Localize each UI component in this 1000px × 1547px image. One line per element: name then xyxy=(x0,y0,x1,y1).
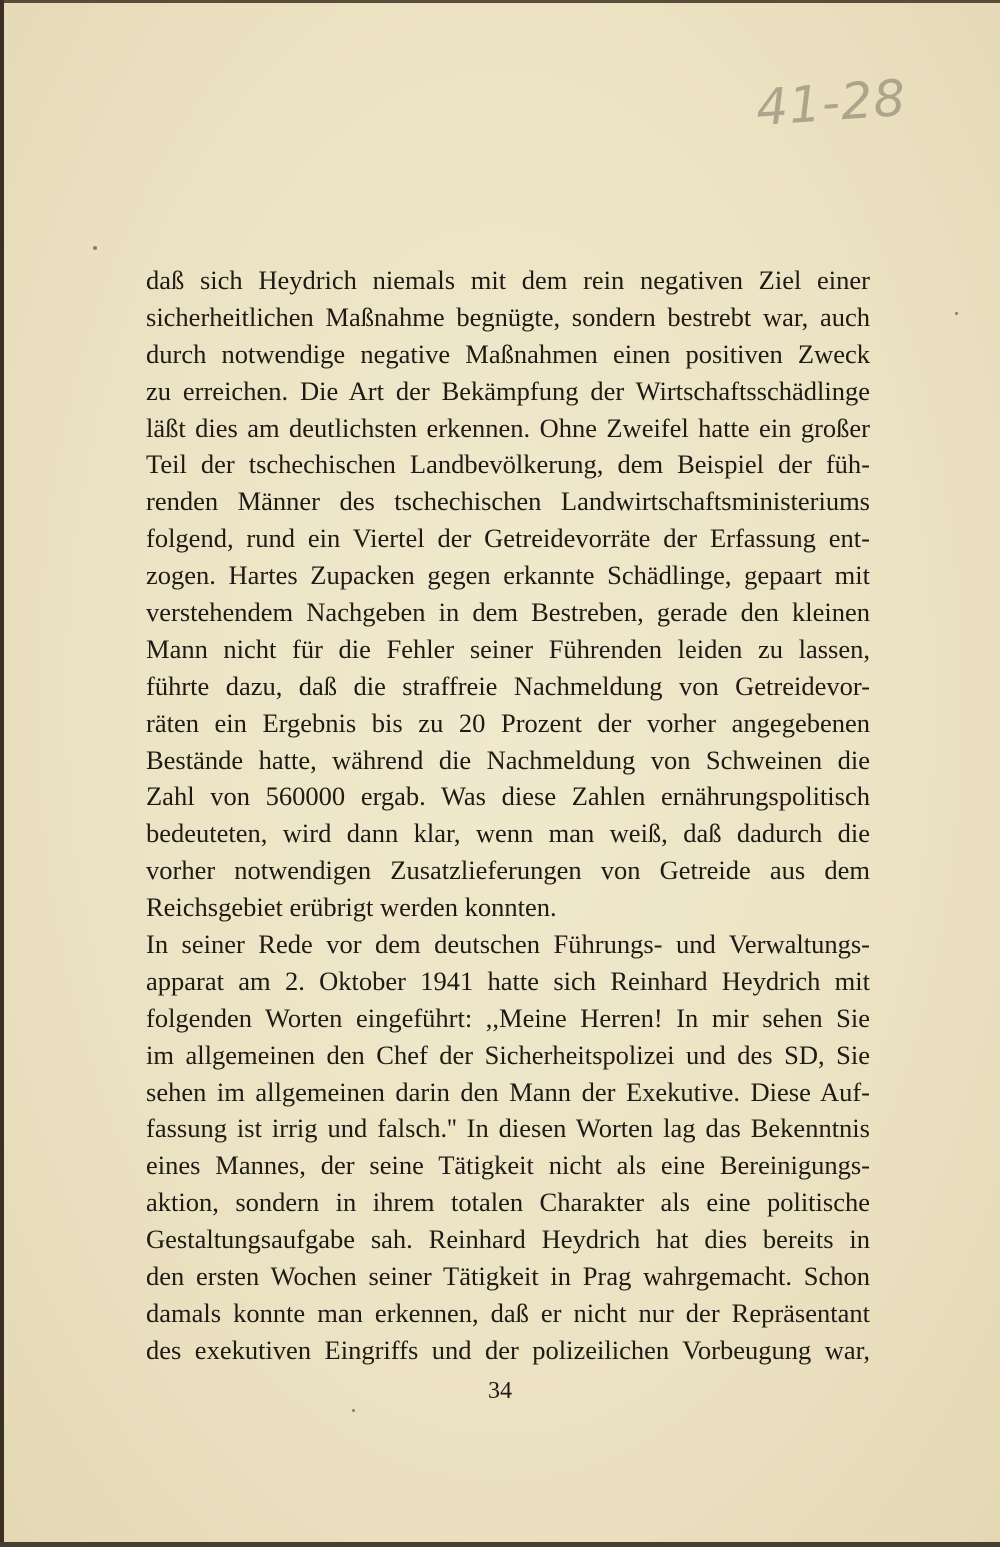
body-text xyxy=(146,262,870,1369)
page-number: 34 xyxy=(488,1378,512,1404)
text-line: aktion, sondern in ihrem totalen Charakter als eine politische xyxy=(146,1187,870,1218)
text-line: damals konnte man erkennen, daß er nicht nur der Repräsentant xyxy=(146,1297,870,1328)
scan-edge-bottom xyxy=(0,1542,1000,1547)
text-line: läßt dies am deutlichsten erkennen. Ohne Zweifel hatte ein großer xyxy=(146,412,870,443)
text-line: den ersten Wochen seiner Tätigkeit in Prag wahrgemacht. Schon xyxy=(146,1261,870,1292)
scan-edge-left xyxy=(0,0,4,1547)
text-line: vorher notwendigen Zusatzlieferungen von Getreide aus dem xyxy=(146,855,870,886)
text-line: sicherheitlichen Maßnahme begnügte, sondern bestrebt war, auch xyxy=(146,301,870,332)
text-line: Mann nicht für die Fehler seiner Führenden leiden zu lassen, xyxy=(146,633,870,664)
text-line: Teil der tschechischen Landbevölkerung, dem Beispiel der füh- xyxy=(146,449,870,480)
text-line: Gestaltungsaufgabe sah. Reinhard Heydrich hat dies bereits in xyxy=(146,1224,870,1255)
text-line: renden Männer des tschechischen Landwirtschaftsministeriums xyxy=(146,486,870,517)
text-line: folgenden Worten eingeführt: ,,Meine Herren! In mir sehen Sie xyxy=(146,1002,870,1033)
text-line: verstehendem Nachgeben in dem Bestreben, gerade den kleinen xyxy=(146,597,870,628)
text-line: folgend, rund ein Viertel der Getreidevorräte der Erfassung ent- xyxy=(146,523,870,554)
text-line: sehen im allgemeinen darin den Mann der Exekutive. Diese Auf- xyxy=(146,1076,870,1107)
text-line: Zahl von 560000 ergab. Was diese Zahlen ernährungspolitisch xyxy=(146,781,870,812)
text-line: im allgemeinen den Chef der Sicherheitspolizei und des SD, Sie xyxy=(146,1039,870,1070)
text-line: zogen. Hartes Zupacken gegen erkannte Schädlinge, gepaart mit xyxy=(146,560,870,591)
text-line: bedeuteten, wird dann klar, wenn man weiß, daß dadurch die xyxy=(146,818,870,849)
paper-speck xyxy=(352,1409,355,1412)
text-line: apparat am 2. Oktober 1941 hatte sich Reinhard Heydrich mit xyxy=(146,965,870,996)
text-line: Bestände hatte, während die Nachmeldung von Schweinen die xyxy=(146,744,870,775)
text-line: führte dazu, daß die straffreie Nachmeldung von Getreidevor- xyxy=(146,670,870,701)
text-line: des exekutiven Eingriffs und der polizeilichen Vorbeugung war, xyxy=(146,1334,870,1365)
handwritten-archive-mark: 41-28 xyxy=(754,68,909,138)
text-line: zu erreichen. Die Art der Bekämpfung der Wirtschaftsschädlinge xyxy=(146,375,870,406)
text-line: In seiner Rede vor dem deutschen Führungs- und Verwaltungs- xyxy=(146,929,870,960)
text-line: räten ein Ergebnis bis zu 20 Prozent der vorher angegebenen xyxy=(146,707,870,738)
paper-speck xyxy=(93,246,97,250)
text-line: fassung ist irrig und falsch.'' In diesen Worten lag das Bekenntnis xyxy=(146,1113,870,1144)
text-line: durch notwendige negative Maßnahmen einen positiven Zweck xyxy=(146,338,870,369)
text-line: daß sich Heydrich niemals mit dem rein negativen Ziel einer xyxy=(146,265,870,295)
scan-edge-top xyxy=(0,0,1000,3)
text-line: Reichsgebiet erübrigt werden konnten. xyxy=(146,892,557,923)
text-line: eines Mannes, der seine Tätigkeit nicht als eine Bereinigungs- xyxy=(146,1150,870,1181)
paper-speck xyxy=(955,312,958,315)
